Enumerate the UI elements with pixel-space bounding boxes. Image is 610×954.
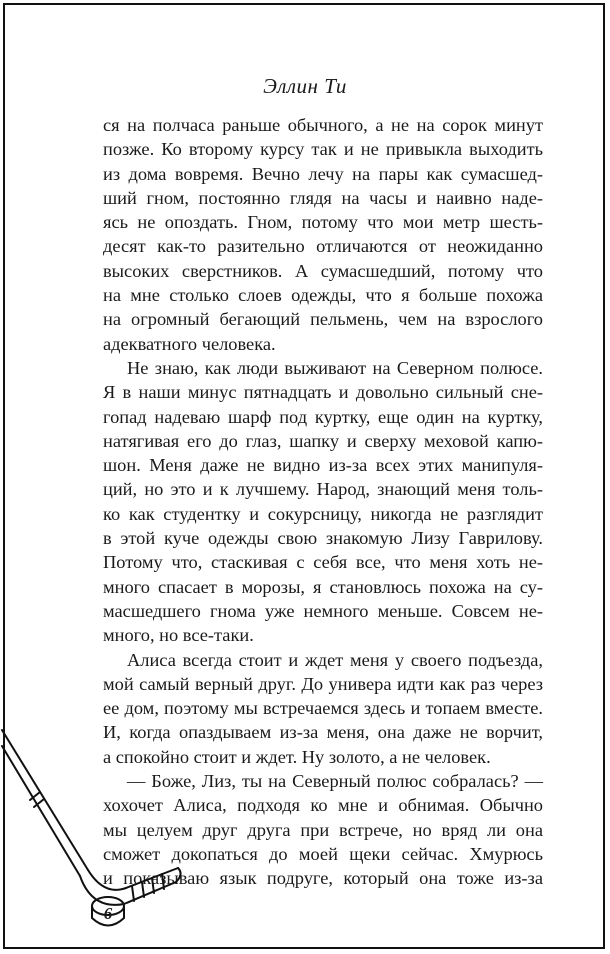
text-line: Алиса всегда стоит и ждет меня у своего подъезда,: [127, 649, 543, 670]
text-line: на огромный бегающий пельмень, чем на взрослого: [103, 309, 543, 330]
text-line: ся на полчаса раньше обычного, а не на сорок минут: [103, 115, 543, 135]
text-line: из дома вовремя. Вечно лечу на пары как сумасшед-: [103, 163, 543, 184]
text-line: на мне столько слоев одежды, что я больше похожа: [103, 285, 543, 306]
text-line: много, но все-таки.: [103, 625, 254, 646]
text-line: ее дом, поэтому мы встречаемся здесь и топаем вместе.: [103, 698, 543, 719]
text-line: ко как студентку и сокурсницу, никогда не разглядит: [103, 503, 543, 524]
running-head-author: Эллин Ти: [263, 74, 347, 98]
text-line: адекватного человека.: [103, 333, 276, 354]
text-line: гопад надеваю шарф под куртку, еще один на куртку,: [103, 406, 543, 427]
text-line: а спокойно стоит и ждет. Ну золото, а не человек.: [103, 746, 491, 767]
text-line: Я в наши минус пятнадцать и довольно сильный сне-: [103, 382, 543, 403]
text-line: в этой куче одежды свою знакомую Лизу Гаврилову.: [103, 528, 543, 549]
text-line: ший гном, постоянно глядя на часы и наивно наде-: [103, 187, 543, 208]
text-line: ций, но это и к лучшему. Народ, знающий меня толь-: [103, 479, 543, 500]
text-line: натягивая его до глаз, шапку и сверху меховой капю-: [103, 430, 543, 451]
text-line: много спасает в морозы, я становлюсь похожа на су-: [103, 576, 543, 597]
text-line: и показываю язык подруге, который она тоже из-за: [103, 868, 543, 889]
text-line: ясь не опоздать. Гном, потому что мои метр шесть-: [103, 212, 543, 233]
text-line: Потому что, стаскивая с себя все, что меня хоть не-: [103, 552, 543, 573]
text-line: позже. Ко второму курсу так и не привыкла выходить: [103, 139, 543, 160]
text-line: сможет докопаться до моей щеки сейчас. Хмурюсь: [103, 843, 543, 864]
text-line: масшедшего гнома уже немного меньше. Совсем не-: [103, 600, 543, 621]
text-line: И, когда опаздываем из-за меня, она даже не ворчит,: [103, 722, 543, 743]
page-number: 6: [103, 904, 113, 923]
text-line: шон. Меня даже не видно из-за всех этих манипуля-: [103, 455, 543, 476]
text-line: Не знаю, как люди выживают на Северном полюсе.: [127, 357, 543, 378]
text-line: высоких сверстников. А сумасшедший, потому что: [103, 260, 543, 281]
text-line: мы целуем друг друга при встрече, но вряд ли она: [103, 819, 543, 840]
text-line: мой самый верный друг. До универа идти как раз через: [103, 673, 543, 694]
text-line: — Боже, Лиз, ты на Северный полюс собралась? —: [127, 771, 543, 792]
text-line: десят как-то разительно отличаются от неожиданно: [103, 236, 543, 257]
text-line: хохочет Алиса, подходя ко мне и обнимая. Обычно: [103, 795, 543, 816]
